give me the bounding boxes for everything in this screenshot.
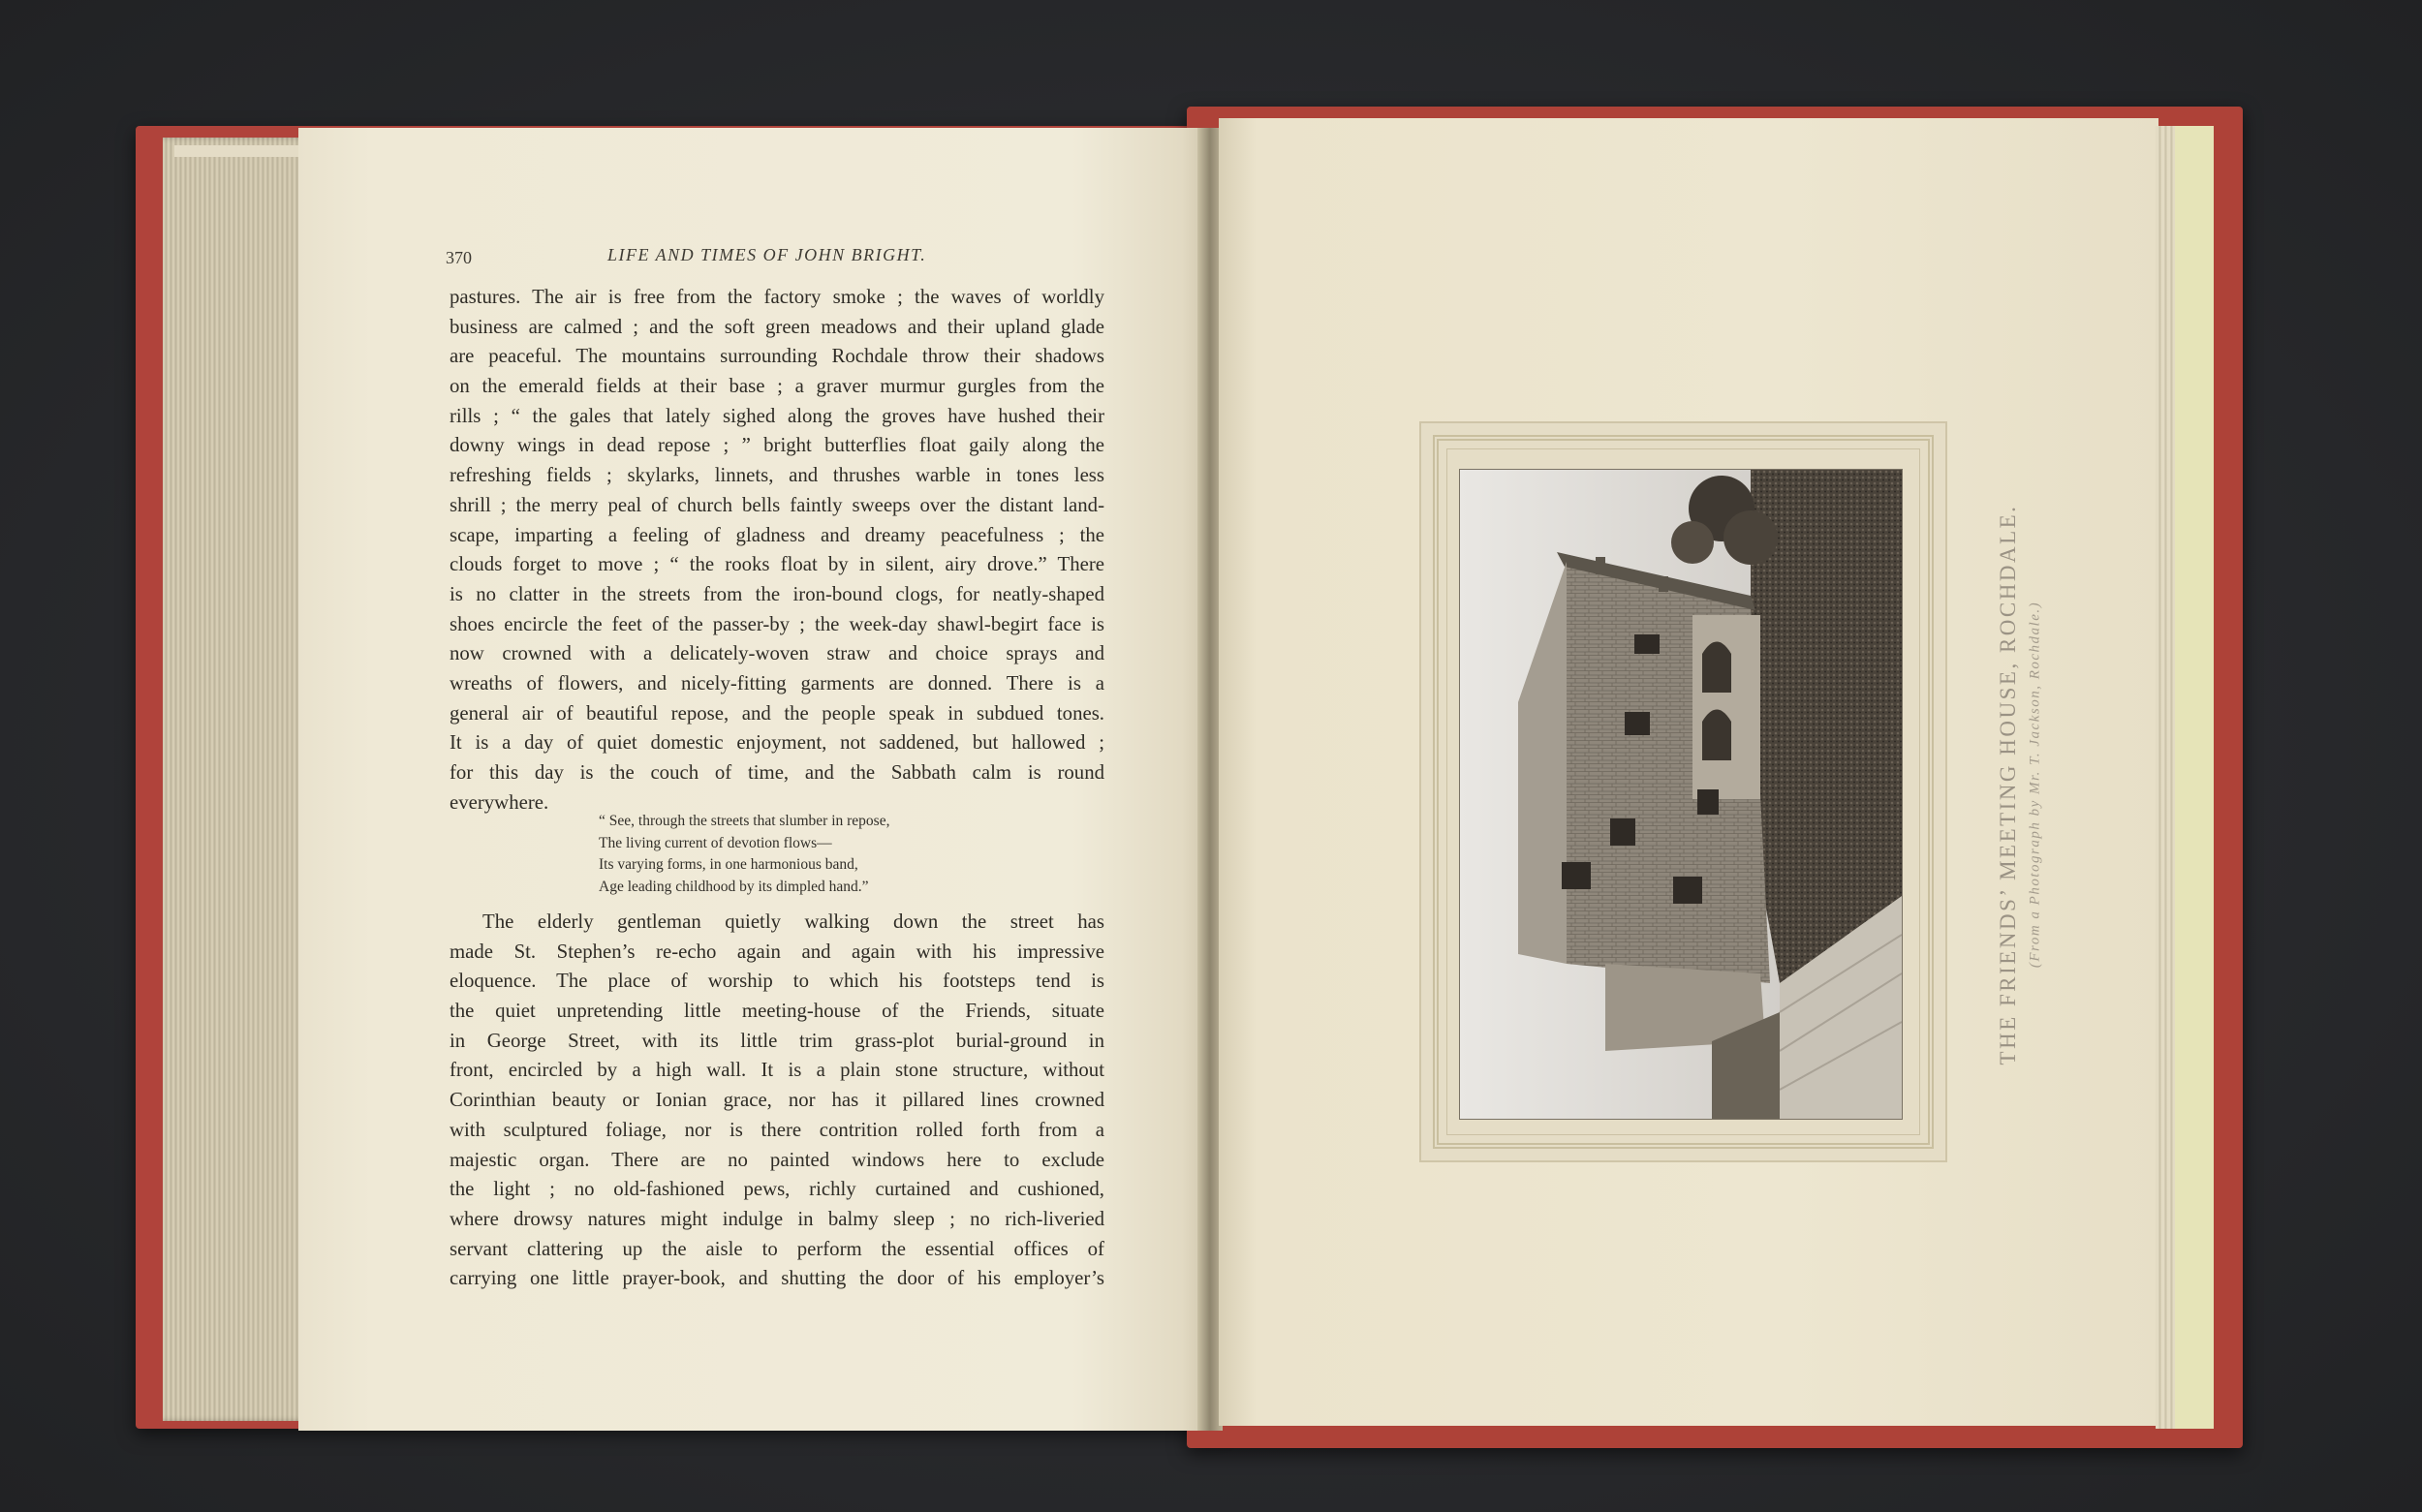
- photograph-illustration: [1460, 470, 1902, 1119]
- running-head: LIFE AND TIMES OF JOHN BRIGHT.: [607, 245, 927, 264]
- text-line: majestic organ. There are no painted windows here to exclude: [450, 1148, 1104, 1171]
- text-line: for this day is the couch of time, and the Sabbath calm is round: [450, 761, 1104, 784]
- text-line: general air of beautiful repose, and the people speak in subdued tones.: [450, 701, 1104, 725]
- text-line: is no clatter in the streets from the iron-bound clogs, for neatly-shaped: [450, 582, 1104, 605]
- text-line: front, encircled by a high wall. It is a plain stone structure, without: [450, 1059, 1104, 1082]
- text-line: clouds forget to move ; “ the rooks float by in silent, airy drove.” There: [450, 553, 1104, 576]
- text-line: It is a day of quiet domestic enjoyment, not saddened, but hallowed ;: [450, 731, 1104, 755]
- body-text-paragraph-2: [450, 908, 1104, 1294]
- text-line: servant clattering up the aisle to perform the essential offices of: [450, 1237, 1104, 1260]
- text-line: everywhere.: [450, 790, 549, 814]
- endpaper: [2175, 126, 2214, 1429]
- verse-quotation: [599, 811, 986, 898]
- text-line: the light ; no old-fashioned pews, richly curtained and cushioned,: [450, 1178, 1104, 1201]
- text-line: The elderly gentleman quietly walking down the street has: [482, 910, 1104, 933]
- page-number: 370: [446, 248, 472, 267]
- text-line: are peaceful. The mountains surrounding Rochdale throw their shadows: [450, 345, 1104, 368]
- text-line: in George Street, with its little trim grass-plot burial-ground in: [450, 1029, 1104, 1052]
- plate-credit: (From a Photograph by Mr. T. Jackson, Rochdale.): [2027, 601, 2043, 969]
- text-line: made St. Stephen’s re-echo again and again with his impressive: [450, 940, 1104, 963]
- plate-caption: THE FRIENDS’ MEETING HOUSE, ROCHDALE.: [1996, 504, 2020, 1065]
- verse-line: Its varying forms, in one harmonious band,: [599, 856, 858, 873]
- text-line: shoes encircle the feet of the passer-by ; the week-day shawl-begirt face is: [450, 612, 1104, 635]
- page-edges-top: [174, 145, 305, 157]
- text-line: Corinthian beauty or Ionian grace, nor has it pillared lines crowned: [450, 1089, 1104, 1112]
- text-line: downy wings in dead repose ; ” bright butterflies float gaily along the: [450, 434, 1104, 457]
- text-line: scape, imparting a feeling of gladness and dreamy peacefulness ; the: [450, 523, 1104, 546]
- text-line: on the emerald fields at their base ; a graver murmur gurgles from the: [450, 375, 1104, 398]
- text-line: the quiet unpretending little meeting-house of the Friends, situate: [450, 1000, 1104, 1023]
- text-line: now crowned with a delicately-woven straw and choice sprays and: [450, 642, 1104, 665]
- verse-line: The living current of devotion flows—: [599, 834, 832, 851]
- text-line: wreaths of flowers, and nicely-fitting garments are donned. There is a: [450, 671, 1104, 694]
- page-edges-left: [163, 138, 308, 1421]
- text-line: refreshing fields ; skylarks, linnets, and thrushes warble in tones less: [450, 464, 1104, 487]
- text-line: business are calmed ; and the soft green meadows and their upland glade: [450, 315, 1104, 338]
- text-line: rills ; “ the gales that lately sighed along the groves have hushed their: [450, 404, 1104, 427]
- text-line: carrying one little prayer-book, and shutting the door of his employer’s: [450, 1267, 1104, 1290]
- text-line: eloquence. The place of worship to which his footsteps tend is: [450, 970, 1104, 993]
- verse-line: “ See, through the streets that slumber in repose,: [599, 813, 890, 829]
- body-text-paragraph-1: [450, 283, 1104, 818]
- text-line: with sculptured foliage, nor is there contrition rolled forth from a: [450, 1118, 1104, 1141]
- verse-line: Age leading childhood by its dimpled hand.”: [599, 878, 869, 895]
- text-line: shrill ; the merry peal of church bells faintly sweeps over the distant land-: [450, 493, 1104, 516]
- text-line: where drowsy natures might indulge in balmy sleep ; no rich-liveried: [450, 1207, 1104, 1230]
- meeting-house-photograph: [1460, 470, 1902, 1119]
- text-line: pastures. The air is free from the factory smoke ; the waves of worldly: [450, 286, 1104, 308]
